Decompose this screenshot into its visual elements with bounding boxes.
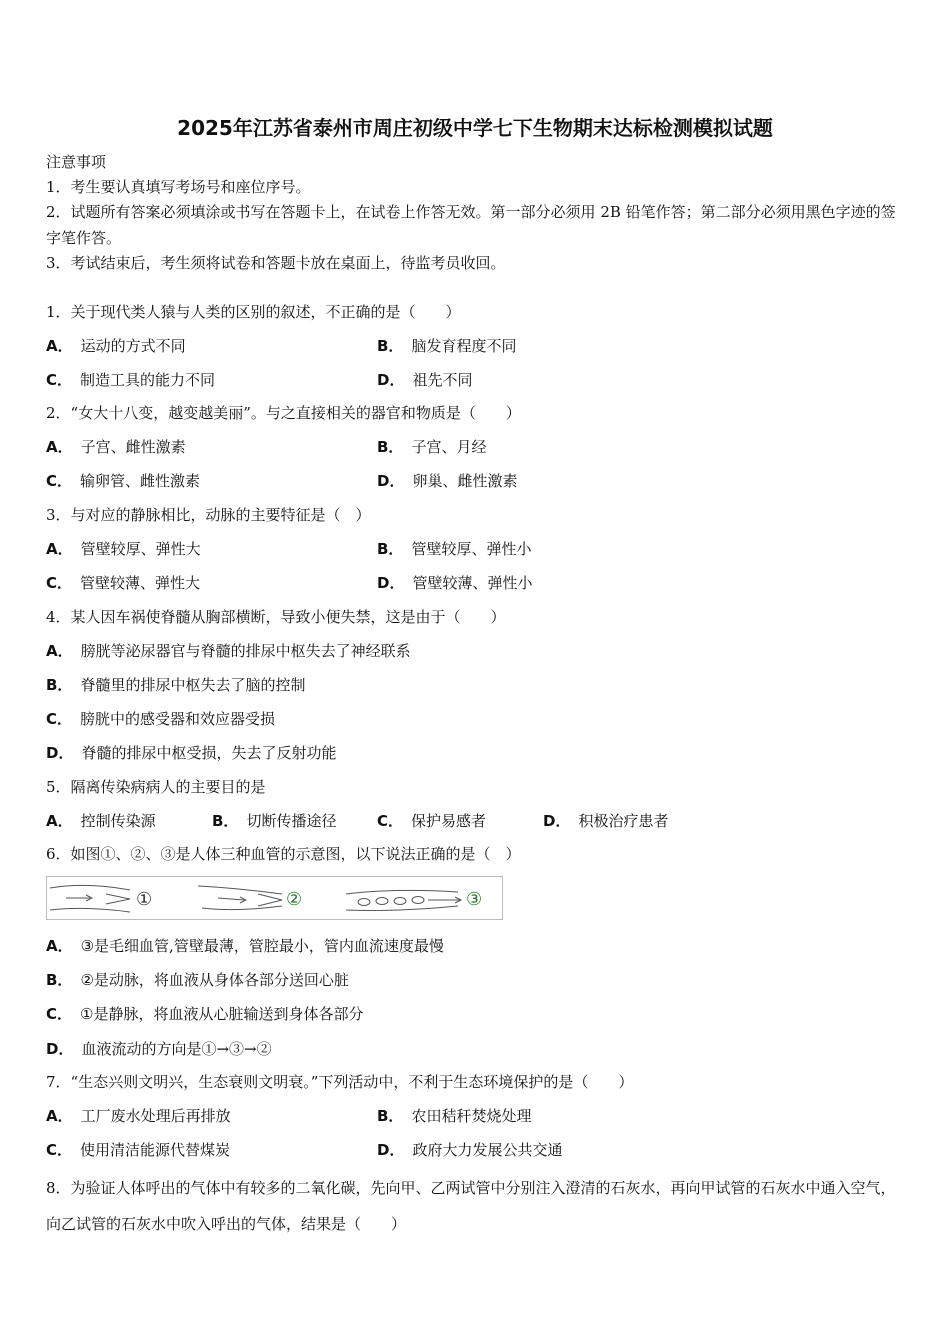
q4-option-d: [46, 743, 336, 763]
q2-option-b: [377, 437, 486, 457]
option-text: 膀胱中的感受器和效应器受损: [80, 710, 276, 728]
blood-cell: [358, 899, 370, 906]
option-text: 膀胱等泌尿器官与脊髓的排尿中枢失去了神经联系: [80, 642, 411, 660]
q7-option-c: [46, 1140, 230, 1160]
q5-option-c: [377, 811, 486, 831]
option-text: ②是动脉，将血液从身体各部分送回心脏: [80, 971, 349, 989]
q3-option-a: [46, 539, 201, 559]
vessel-3-wall-bottom: [346, 906, 458, 911]
notice-item-1: 1．考生要认真填写考场号和座位序号。: [46, 178, 311, 196]
q3-option-b: [377, 539, 531, 559]
q7-option-d: [377, 1140, 562, 1160]
option-text: 制造工具的能力不同: [80, 371, 216, 389]
option-text: 使用清洁能源代替煤炭: [80, 1141, 231, 1159]
option-label: C．: [377, 812, 404, 830]
notice-item-2: 2．试题所有答案必须填涂或书写在答题卡上，在试卷上作答无效。第一部分必须用 2B 铅笔作答；第二部分必须用黑色字迹的签字笔作答。: [46, 203, 896, 247]
option-label: B．: [46, 971, 73, 989]
option-text: 农田秸秆焚烧处理: [411, 1107, 532, 1125]
vessel-2-flow-line: [218, 898, 244, 900]
option-text: 子宫、月经: [411, 438, 487, 456]
option-text: 血液流动的方向是①→③→②: [81, 1040, 272, 1058]
vessel-3-wall-top: [346, 890, 458, 894]
q5-option-d: [543, 811, 668, 831]
option-text: 运动的方式不同: [80, 337, 186, 355]
option-label: A．: [46, 812, 73, 830]
option-label: C．: [46, 574, 73, 592]
option-label: C．: [46, 472, 73, 490]
question-1-stem: 1．关于现代类人猿与人类的区别的叙述，不正确的是（ ）: [46, 303, 461, 321]
option-text: 切断传播途径: [246, 812, 337, 830]
blood-cell: [412, 897, 424, 904]
option-label: D．: [46, 1040, 74, 1058]
option-text: 脑发育程度不同: [411, 337, 517, 355]
option-label: C．: [46, 710, 73, 728]
q3-option-c: [46, 573, 200, 593]
option-text: 卵巢、雌性激素: [412, 472, 518, 490]
question-7-stem: 7．“生态兴则文明兴，生态衰则文明衰。”下列活动中，不利于生态环境保护的是（ ）: [46, 1073, 634, 1091]
option-text: 保护易感者: [411, 812, 487, 830]
q2-option-d: [377, 471, 517, 491]
option-label: A．: [46, 1107, 73, 1125]
option-label: A．: [46, 337, 73, 355]
option-text: ③是毛细血管,管壁最薄，管腔最小，管内血流速度最慢: [80, 937, 444, 955]
option-text: 子宫、雌性激素: [80, 438, 186, 456]
option-text: ①是静脉，将血液从心脏输送到身体各部分: [80, 1005, 364, 1023]
option-text: 管壁较薄、弹性大: [80, 574, 201, 592]
option-label: D．: [543, 812, 571, 830]
option-label: C．: [46, 371, 73, 389]
option-label: D．: [377, 1141, 405, 1159]
option-label: B．: [377, 1107, 404, 1125]
question-4-stem: 4．某人因车祸使脊髓从胸部横断，导致小便失禁，这是由于（ ）: [46, 608, 506, 626]
option-label: C．: [46, 1141, 73, 1159]
option-text: 祖先不同: [412, 371, 473, 389]
q6-option-b: [46, 970, 349, 990]
q4-option-c: [46, 709, 275, 729]
option-label: B．: [377, 438, 404, 456]
option-label: C．: [46, 1005, 73, 1023]
blood-cell: [394, 898, 406, 905]
option-label: D．: [377, 472, 405, 490]
q5-option-b: [212, 811, 336, 831]
vessel-2-branch: [258, 894, 282, 906]
question-6-stem: 6．如图①、②、③是人体三种血管的示意图，以下说法正确的是（ ）: [46, 845, 521, 863]
vessel-3-illustration: [346, 890, 461, 910]
vessel-2-label: ②: [286, 889, 303, 910]
vessel-1-illustration: [50, 885, 130, 912]
option-text: 工厂废水处理后再排放: [80, 1107, 231, 1125]
option-text: 政府大力发展公共交通: [412, 1141, 563, 1159]
q1-option-c: [46, 370, 215, 390]
option-label: D．: [46, 744, 74, 762]
option-label: D．: [377, 371, 405, 389]
q4-option-b: [46, 675, 305, 695]
q1-option-b: [377, 336, 516, 356]
blood-cell: [376, 898, 388, 905]
vessel-1-label: ①: [136, 889, 153, 910]
option-label: D．: [377, 574, 405, 592]
q5-option-a: [46, 811, 156, 831]
q6-option-a: [46, 936, 444, 956]
q1-option-a: [46, 336, 186, 356]
blood-vessel-figure: [46, 876, 503, 920]
q4-option-a: [46, 641, 411, 661]
option-text: 积极治疗患者: [578, 812, 669, 830]
notice-heading: 注意事项: [46, 153, 107, 171]
option-text: 输卵管、雌性激素: [80, 472, 201, 490]
q6-option-d: [46, 1039, 272, 1059]
q3-option-d: [377, 573, 532, 593]
question-3-stem: 3．与对应的静脉相比，动脉的主要特征是（ ）: [46, 506, 371, 524]
vessel-2-illustration: [198, 886, 282, 910]
question-8-stem: 8．为验证人体呼出的气体中有较多的二氧化碳，先向甲、乙两试管中分别注入澄清的石灰水，再向甲试管的石灰水中通入空气，向乙试管的石灰水中吹入呼出的气体，结果是（ ）: [46, 1179, 896, 1233]
option-text: 管壁较薄、弹性小: [412, 574, 533, 592]
vessel-2-wall-bottom: [202, 906, 282, 910]
option-label: B．: [46, 676, 73, 694]
option-label: A．: [46, 540, 73, 558]
q1-option-d: [377, 370, 472, 390]
option-label: A．: [46, 937, 73, 955]
option-text: 脊髓的排尿中枢受损，失去了反射功能: [81, 744, 337, 762]
q2-option-c: [46, 471, 200, 491]
option-label: B．: [212, 812, 239, 830]
q7-option-a: [46, 1106, 231, 1126]
q6-option-c: [46, 1004, 363, 1024]
option-label: B．: [377, 540, 404, 558]
question-5-stem: 5．隔离传染病病人的主要目的是: [46, 778, 266, 796]
option-text: 脊髓里的排尿中枢失去了脑的控制: [80, 676, 306, 694]
exam-title: 2025年江苏省泰州市周庄初级中学七下生物期末达标检测模拟试题: [177, 116, 773, 140]
q2-option-a: [46, 437, 186, 457]
option-label: A．: [46, 642, 73, 660]
option-label: A．: [46, 438, 73, 456]
option-label: B．: [377, 337, 404, 355]
option-text: 管壁较厚、弹性小: [411, 540, 532, 558]
notice-item-3: 3．考试结束后，考生须将试卷和答题卡放在桌面上，待监考员收回。: [46, 254, 506, 272]
q7-option-b: [377, 1106, 531, 1126]
vessel-1-wall-top: [50, 885, 130, 890]
option-text: 控制传染源: [80, 812, 156, 830]
vessel-1-wall-bottom: [50, 908, 130, 912]
vessel-2-wall-top: [198, 886, 282, 894]
option-text: 管壁较厚、弹性大: [80, 540, 201, 558]
vessel-3-label: ③: [466, 889, 483, 910]
vessel-1-branch: [106, 894, 130, 904]
question-2-stem: 2．“女大十八变，越变越美丽”。与之直接相关的器官和物质是（ ）: [46, 404, 521, 422]
